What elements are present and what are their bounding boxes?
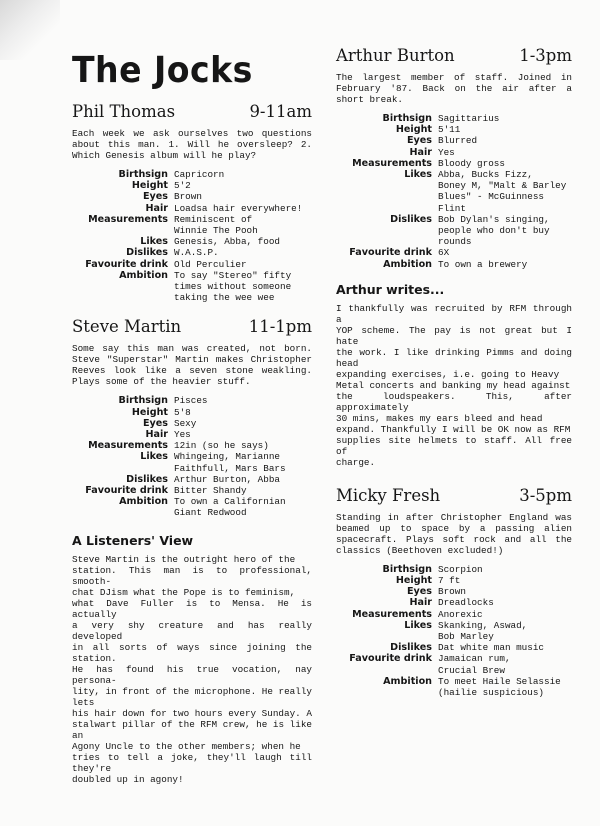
section-header xyxy=(336,486,572,506)
profile-label: Measurements xyxy=(352,157,432,169)
intro-line: spacecraft. Plays soft rock and all the xyxy=(336,533,572,545)
profile-row xyxy=(336,247,572,258)
paragraph-line: Steve Martin is the outright hero of the xyxy=(72,553,296,565)
profile-label: Height xyxy=(395,124,432,136)
paragraph-line: expand. Thankfully I will be OK now as RFM xyxy=(336,423,571,435)
paragraph-line: Agony Uncle to the other members; when he xyxy=(72,740,301,752)
profile-value xyxy=(174,474,312,485)
profile-row xyxy=(72,270,312,304)
profile-value xyxy=(174,407,312,418)
profile-value xyxy=(174,485,312,496)
section-header xyxy=(336,46,572,66)
intro-line: February '87. Back on the air after a short xyxy=(336,83,572,105)
profile-value-line: Crucial Brew xyxy=(438,664,505,676)
paragraph-line: his hair down for two hours every Sunday. A xyxy=(72,707,312,719)
profile-label: Likes xyxy=(404,169,432,181)
profile-value xyxy=(174,214,312,236)
listeners-view xyxy=(72,533,312,785)
paragraph-line: station. This man is to professional, smooth- xyxy=(72,564,312,587)
profile-value xyxy=(174,440,312,451)
paragraph-line: I thankfully was recruited by RFM through a xyxy=(336,302,572,325)
profile-label: Hair xyxy=(409,597,432,609)
profile-value xyxy=(438,653,572,675)
intro-line: Reeves look like a seven stone weakling. xyxy=(72,365,312,377)
profile-value-line: times without someone xyxy=(174,281,292,293)
profile-value xyxy=(438,247,572,258)
profile-value-line: Dat white man music xyxy=(438,642,545,654)
profile-value xyxy=(174,236,312,247)
page-title: The Jocks xyxy=(72,50,253,91)
jock-name: Micky Fresh xyxy=(336,485,441,505)
profile-row xyxy=(336,158,572,169)
profile-label: Favourite drink xyxy=(349,653,432,665)
profile-value-line: 6X xyxy=(438,247,450,259)
profile-row xyxy=(72,407,312,418)
profile-row xyxy=(336,259,572,270)
arthur-writes-heading: Arthur writes... xyxy=(336,281,445,297)
profile-label: Favourite drink xyxy=(85,258,168,270)
profile-row xyxy=(336,564,572,575)
profile-row xyxy=(72,203,312,214)
section-header xyxy=(72,102,312,122)
profile-label: Measurements xyxy=(352,608,432,620)
profile-value-line: Bob Dylan's singing, xyxy=(438,213,550,225)
profile-value xyxy=(438,575,572,586)
profile-table xyxy=(72,169,312,303)
profile-value-line: Scorpion xyxy=(438,563,483,575)
profile-row xyxy=(72,451,312,473)
show-time: 11-1pm xyxy=(248,317,312,337)
profile-value-line: To say "Stereo" fifty xyxy=(174,269,292,281)
paragraph-line: Metal concerts and banking my head against xyxy=(336,379,571,391)
profile-value xyxy=(174,169,312,180)
profile-value-line: To own a Californian xyxy=(174,496,286,508)
page-fold-shadow xyxy=(0,0,60,60)
profile-row xyxy=(72,259,312,270)
profile-phil-thomas xyxy=(72,102,312,303)
intro-line: classics (Beethoven excluded!) xyxy=(336,544,504,556)
profile-value-line: Winnie The Pooh xyxy=(174,225,258,237)
profile-value-line: Blurred xyxy=(438,135,478,147)
profile-value-line: taking the wee wee xyxy=(174,292,275,304)
intro-line: Steve "Superstar" Martin makes Christopher xyxy=(72,354,312,366)
profile-label: Eyes xyxy=(406,135,432,147)
profile-row xyxy=(72,496,312,518)
profile-label: Dislikes xyxy=(126,247,168,259)
profile-label: Eyes xyxy=(406,586,432,598)
profile-row xyxy=(72,429,312,440)
paragraph-line: tries to tell a joke, they'll laugh till they're xyxy=(72,751,312,774)
profile-value xyxy=(174,395,312,406)
profile-row xyxy=(336,653,572,675)
profile-table xyxy=(336,113,572,270)
jock-name: Steve Martin xyxy=(72,317,182,337)
profile-value xyxy=(174,429,312,440)
profile-value xyxy=(174,451,312,473)
profile-label: Likes xyxy=(140,451,168,463)
profile-value xyxy=(174,418,312,429)
profile-value-line: Arthur Burton, Abba xyxy=(174,473,281,485)
profile-micky-fresh xyxy=(336,486,572,698)
profile-label: Hair xyxy=(145,202,168,214)
paragraph-line: what Dave Fuller is to Mensa. He is actually xyxy=(72,597,312,620)
profile-value-line: 12in (so he says) xyxy=(174,440,269,452)
profile-value xyxy=(438,147,572,158)
profile-value-line: Whingeing, Marianne xyxy=(174,451,281,463)
profile-value xyxy=(174,247,312,258)
profile-value-line: Yes xyxy=(438,146,455,158)
profile-value-line: Skanking, Aswad, xyxy=(438,619,528,631)
profile-value xyxy=(438,620,572,642)
profile-value xyxy=(438,158,572,169)
jock-intro xyxy=(72,128,312,161)
profile-value-line: Giant Redwood xyxy=(174,507,247,519)
intro-line: Each week we ask ourselves two questions xyxy=(72,128,312,139)
profile-value xyxy=(438,642,572,653)
jock-intro xyxy=(336,72,572,105)
profile-steve-martin xyxy=(72,317,312,518)
profile-value xyxy=(438,597,572,608)
profile-row xyxy=(336,124,572,135)
profile-row xyxy=(72,474,312,485)
profile-label: Favourite drink xyxy=(85,485,168,497)
profile-row xyxy=(72,214,312,236)
profile-label: Height xyxy=(131,180,168,192)
profile-label: Birthsign xyxy=(382,113,432,124)
paragraph-line: expanding exercises, i.e. going to Heavy xyxy=(336,368,560,380)
profile-value-line: Bitter Shandy xyxy=(174,485,247,497)
profile-value-line: Sexy xyxy=(174,417,197,429)
profile-row xyxy=(336,676,572,698)
profile-row xyxy=(336,169,572,214)
profile-label: Dislikes xyxy=(390,642,432,654)
profile-value-line: Bloody gross xyxy=(438,157,505,169)
profile-value-line: people who don't buy xyxy=(438,225,550,237)
profile-row xyxy=(336,113,572,124)
profile-row xyxy=(336,597,572,608)
intro-line: The largest member of staff. Joined in xyxy=(336,72,572,83)
profile-value xyxy=(174,259,312,270)
profile-value-line: W.A.S.P. xyxy=(174,247,219,259)
profile-value-line: Dreadlocks xyxy=(438,597,494,609)
profile-label: Eyes xyxy=(142,191,168,203)
paragraph-line: doubled up in agony! xyxy=(72,773,184,785)
listeners-view-heading: A Listeners' View xyxy=(72,532,194,548)
profile-value-line: 5'2 xyxy=(174,180,191,192)
profile-row xyxy=(336,214,572,248)
left-column xyxy=(72,52,312,785)
paragraph-line: 30 mins, makes my ears bleed and head xyxy=(336,412,543,424)
intro-line: break. xyxy=(369,94,403,105)
profile-label: Likes xyxy=(404,619,432,631)
jock-name: Phil Thomas xyxy=(72,102,176,121)
intro-line: about this man. 1. Will he oversleep? 2. Which xyxy=(72,139,312,161)
section-header xyxy=(72,317,312,337)
paragraph-line: charge. xyxy=(336,456,376,468)
profile-value xyxy=(438,676,572,698)
profile-row xyxy=(72,236,312,247)
profile-table xyxy=(336,564,572,698)
profile-row xyxy=(72,440,312,451)
profile-value xyxy=(438,135,572,146)
profile-value xyxy=(438,259,572,270)
paragraph-line: YOP scheme. The pay is not great but I hate xyxy=(336,324,572,347)
profile-value-line: Yes xyxy=(174,429,191,441)
profile-label: Height xyxy=(131,406,168,418)
profile-value-line: Genesis, Abba, food xyxy=(174,236,281,248)
profile-value-line: Brown xyxy=(174,191,202,203)
profile-label: Favourite drink xyxy=(349,247,432,259)
profile-value-line: Blues" - McGuinness Flint xyxy=(438,191,545,214)
profile-label: Measurements xyxy=(88,440,168,452)
profile-value-line: 5'11 xyxy=(438,124,461,136)
intro-line: beamed up to space by a passing alien xyxy=(336,522,572,534)
profile-label: Likes xyxy=(140,236,168,248)
profile-value xyxy=(438,214,572,248)
profile-value-line: Jamaican rum, xyxy=(438,653,511,665)
profile-value-line: Boney M, "Malt & Barley xyxy=(438,180,567,192)
paragraph-line: He has found his true vocation, nay persona- xyxy=(72,663,312,686)
profile-row xyxy=(72,485,312,496)
profile-value-line: To own a brewery xyxy=(438,258,528,270)
profile-row xyxy=(72,418,312,429)
show-time: 1-3pm xyxy=(519,46,572,65)
intro-line: Plays some of the heavier stuff. xyxy=(72,376,251,388)
profile-label: Birthsign xyxy=(382,563,432,575)
profile-label: Birthsign xyxy=(118,395,168,407)
profile-value-line: Bob Marley xyxy=(438,631,494,643)
profile-row xyxy=(336,609,572,620)
paragraph-line: lity, in front of the microphone. He really lets xyxy=(72,685,312,708)
paragraph-line: supplies site helmets to staff. All free of xyxy=(336,434,572,457)
profile-row xyxy=(336,135,572,146)
profile-label: Ambition xyxy=(383,258,432,270)
profile-arthur-burton xyxy=(336,46,572,270)
profile-row xyxy=(336,575,572,586)
profile-label: Ambition xyxy=(119,496,168,508)
profile-value-line: (hailie suspicious) xyxy=(438,687,545,699)
paragraph-line: chat DJism what the Pope is to feminism, xyxy=(72,586,296,598)
profile-value xyxy=(438,564,572,575)
profile-label: Eyes xyxy=(142,417,168,429)
profile-row xyxy=(72,191,312,202)
intro-line: Some say this man was created, not born. xyxy=(72,343,312,355)
profile-value-line: Abba, Bucks Fizz, xyxy=(438,169,533,181)
profile-label: Ambition xyxy=(383,675,432,687)
paragraph-line: a very shy creature and has really developed xyxy=(72,619,312,642)
profile-row xyxy=(336,147,572,158)
show-time: 9-11am xyxy=(249,102,312,121)
profile-value xyxy=(174,191,312,202)
profile-value-line: Reminiscent of xyxy=(174,213,253,225)
profile-value-line: 5'8 xyxy=(174,406,191,418)
profile-value xyxy=(174,180,312,191)
profile-value xyxy=(438,124,572,135)
arthur-writes-text xyxy=(336,303,572,468)
profile-value-line: Brown xyxy=(438,586,466,598)
profile-label: Height xyxy=(395,575,432,587)
profile-value xyxy=(438,586,572,597)
profile-label: Dislikes xyxy=(390,213,432,225)
profile-row xyxy=(72,247,312,258)
profile-row xyxy=(336,620,572,642)
paragraph-line: stalwart pillar of the RFM crew, he is like an xyxy=(72,718,312,741)
profile-label: Measurements xyxy=(88,213,168,225)
profile-row xyxy=(72,169,312,180)
profile-row xyxy=(336,642,572,653)
profile-value-line: Old Perculier xyxy=(174,258,247,270)
profile-table xyxy=(72,395,312,518)
show-time: 3-5pm xyxy=(519,485,572,505)
intro-line: Genesis album will he play? xyxy=(105,150,257,161)
paragraph-line: in all sorts of ways since joining the station. xyxy=(72,641,312,664)
profile-value-line: Faithfull, Mars Bars xyxy=(174,462,286,474)
profile-value-line: Pisces xyxy=(174,395,208,407)
listeners-view-text xyxy=(72,554,312,785)
intro-line: Standing in after Christopher England was xyxy=(336,511,572,523)
profile-value xyxy=(438,113,572,124)
jock-name: Arthur Burton xyxy=(336,46,455,65)
profile-value-line: 7 ft xyxy=(438,575,461,587)
profile-row xyxy=(72,180,312,191)
profile-row xyxy=(72,395,312,406)
profile-value xyxy=(174,496,312,518)
right-column xyxy=(336,46,572,698)
profile-value-line: Sagittarius xyxy=(438,113,500,124)
profile-label: Hair xyxy=(145,429,168,441)
profile-label: Ambition xyxy=(119,269,168,281)
jock-intro xyxy=(72,343,312,387)
profile-value xyxy=(438,169,572,214)
profile-label: Birthsign xyxy=(118,169,168,180)
paragraph-line: the loudspeakers. This, after approximately xyxy=(336,390,572,413)
profile-value xyxy=(174,270,312,304)
jock-intro xyxy=(336,512,572,556)
profile-label: Hair xyxy=(409,146,432,158)
profile-value xyxy=(174,203,312,214)
profile-value-line: Capricorn xyxy=(174,169,225,180)
profile-value-line: Loadsa hair everywhere! xyxy=(174,202,303,214)
paragraph-line: the work. I like drinking Pimms and doing head xyxy=(336,346,572,369)
profile-value-line: Anorexic xyxy=(438,608,483,620)
profile-value-line: To meet Haile Selassie xyxy=(438,675,561,687)
profile-row xyxy=(336,586,572,597)
profile-value-line: rounds xyxy=(438,236,472,248)
profile-label: Dislikes xyxy=(126,473,168,485)
profile-value xyxy=(438,609,572,620)
arthur-writes xyxy=(336,282,572,468)
